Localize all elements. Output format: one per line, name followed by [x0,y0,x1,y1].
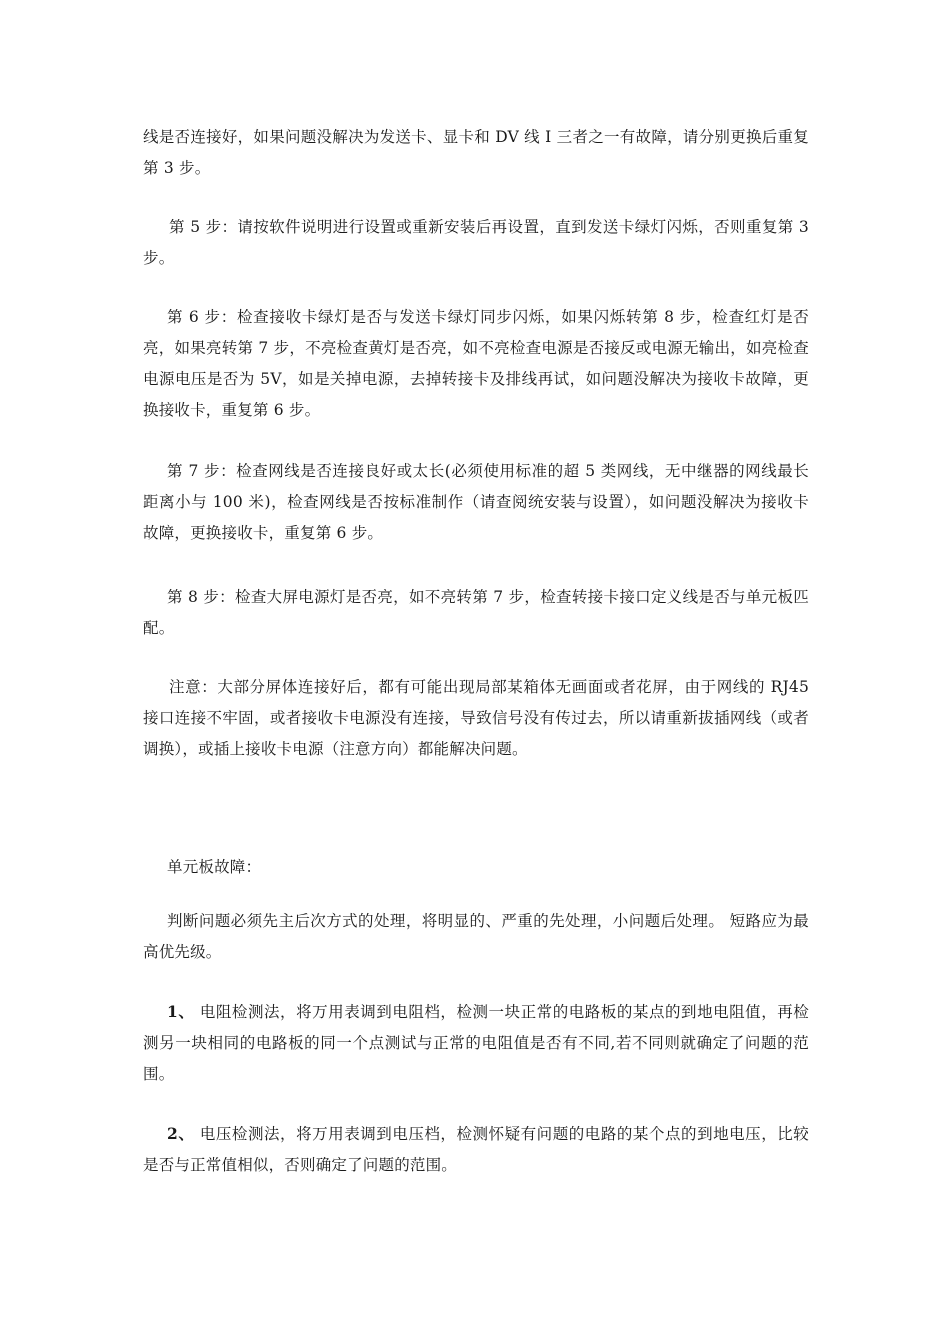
paragraph-note [143,672,809,765]
list-item-text: 电阻检测法，将万用表调到电阻档，检测一块正常的电路板的某点的到地电阻值，再检测另一块相同的电路板的同一个点测试与正常的电阻值是否有不同,若不同则就确定了问题的范围。 [143,1003,810,1083]
paragraph-step6 [143,302,809,426]
list-item-number: 1、 [167,1002,195,1021]
list-item-text: 电压检测法，将万用表调到电压档，检测怀疑有问题的电路的某个点的到地电压，比较是否与正常值相似，否则确定了问题的范围。 [143,1125,810,1174]
list-item-resistance-test [143,996,809,1090]
heading-text: 单元板故障： [167,858,262,876]
paragraph-text: 第 8 步：检查大屏电源灯是否亮，如不亮转第 7 步，检查转接卡接口定义线是否与单元板匹配。 [143,588,809,637]
paragraph-priority [143,906,809,968]
list-item-number: 2、 [167,1124,195,1143]
paragraph-text: 判断问题必须先主后次方式的处理，将明显的、严重的先处理，小问题后处理。 短路应为最高优先级。 [143,912,809,961]
list-item-voltage-test [143,1118,809,1181]
paragraph-step8 [143,582,809,644]
paragraph-text: 第 5 步：请按软件说明进行设置或重新安装后再设置，直到发送卡绿灯闪烁，否则重复第 3 步。 [143,218,809,267]
paragraph-text: 线是否连接好，如果问题没解决为发送卡、显卡和 DV 线 I 三者之一有故障，请分别更换后重复第 3 步。 [143,128,809,177]
paragraph-step7 [143,456,809,549]
paragraph-text: 第 6 步：检查接收卡绿灯是否与发送卡绿灯同步闪烁，如果闪烁转第 8 步，检查红灯是否亮，如果亮转第 7 步，不亮检查黄灯是否亮，如不亮检查电源是否接反或电源无输出，如亮检查电源电压是否为 5V，如是关掉电源，去掉转接卡及排线再试，如问题没解决为接收卡故障，更换接收卡，重复第 6 步。 [143,308,809,419]
paragraph-step5 [143,212,809,274]
paragraph-step4-continuation [143,122,809,184]
paragraph-text: 注意：大部分屏体连接好后，都有可能出现局部某箱体无画面或者花屏，由于网线的 RJ45 接口连接不牢固，或者接收卡电源没有连接，导致信号没有传过去，所以请重新拔插网线（或者调换），或插上接收卡电源（注意方向）都能解决问题。 [143,678,809,758]
paragraph-text: 第 7 步：检查网线是否连接良好或太长(必须使用标准的超 5 类网线，无中继器的网线最长距离小与 100 米)，检查网线是否按标准制作（请查阅统安装与设置），如问题没解决为接收卡故障，更换接收卡，重复第 6 步。 [143,462,809,542]
section-heading-unit-board-fault [143,852,809,883]
